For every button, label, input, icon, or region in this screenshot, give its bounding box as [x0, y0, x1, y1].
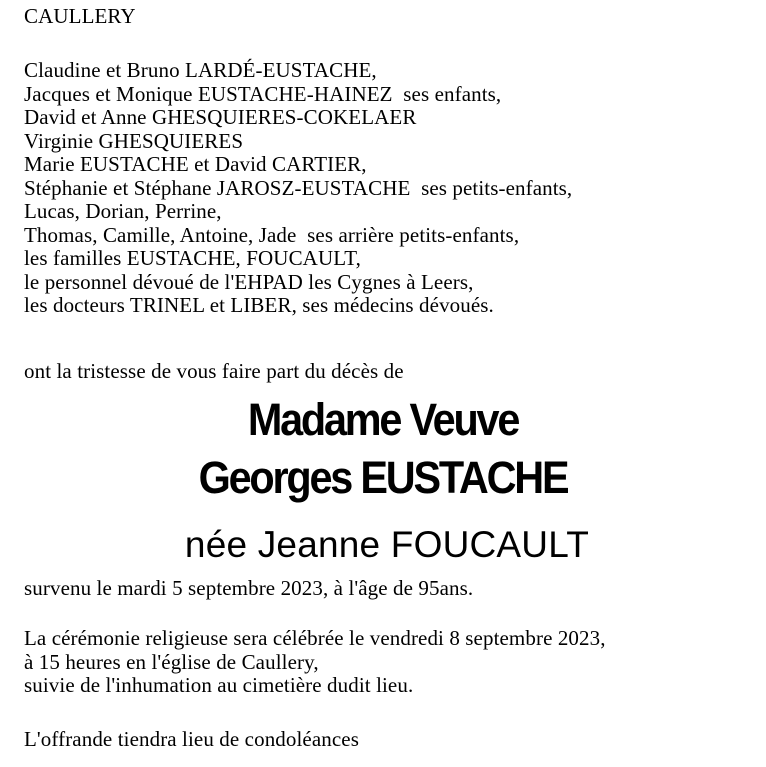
ceremony-line: à 15 heures en l'église de Caullery, — [24, 649, 319, 674]
family-line: le personnel dévoué de l'EHPAD les Cygnes à Leers, — [24, 269, 474, 294]
announcement-intro-text: ont la tristesse de vous faire part du décès de — [24, 359, 404, 383]
ceremony-details — [24, 627, 606, 698]
death-details-text: survenu le mardi 5 septembre 2023, à l'âge de 95ans. — [24, 576, 474, 600]
family-line: les docteurs TRINEL et LIBER, ses médecins dévoués. — [24, 293, 494, 317]
offering-note — [24, 728, 359, 752]
family-line: Lucas, Dorian, Perrine, — [24, 199, 222, 223]
death-details — [24, 577, 473, 601]
deceased-maiden-name: née Jeanne FOUCAULT — [184, 524, 590, 565]
family-list — [24, 59, 572, 318]
family-line: Marie EUSTACHE et David CARTIER, — [24, 152, 367, 176]
town-heading — [24, 5, 136, 29]
family-line: David et Anne GHESQUIERES-COKELAER — [24, 105, 417, 129]
family-line: Virginie GHESQUIERES — [24, 128, 244, 153]
family-line: Claudine et Bruno LARDÉ-EUSTACHE, — [24, 58, 377, 82]
ceremony-line: suivie de l'inhumation au cimetière dudit lieu. — [24, 673, 414, 697]
deceased-name-line1: Madame Veuve — [247, 394, 519, 445]
family-line: Jacques et Monique EUSTACHE-HAINEZ ses enfants, — [24, 81, 502, 106]
announcement-intro — [24, 360, 404, 384]
offering-note-text: L'offrande tiendra lieu de condoléances — [24, 727, 359, 751]
family-line: Stéphanie et Stéphane JAROSZ-EUSTACHE ses petits-enfants, — [24, 175, 573, 200]
family-line: les familles EUSTACHE, FOUCAULT, — [24, 246, 361, 270]
family-line: Thomas, Camille, Antoine, Jade ses arrière petits-enfants, — [24, 222, 520, 247]
deceased-name-line2: Georges EUSTACHE — [198, 452, 568, 503]
town-name: CAULLERY — [24, 4, 136, 28]
ceremony-line: La cérémonie religieuse sera célébrée le vendredi 8 septembre 2023, — [24, 626, 606, 650]
